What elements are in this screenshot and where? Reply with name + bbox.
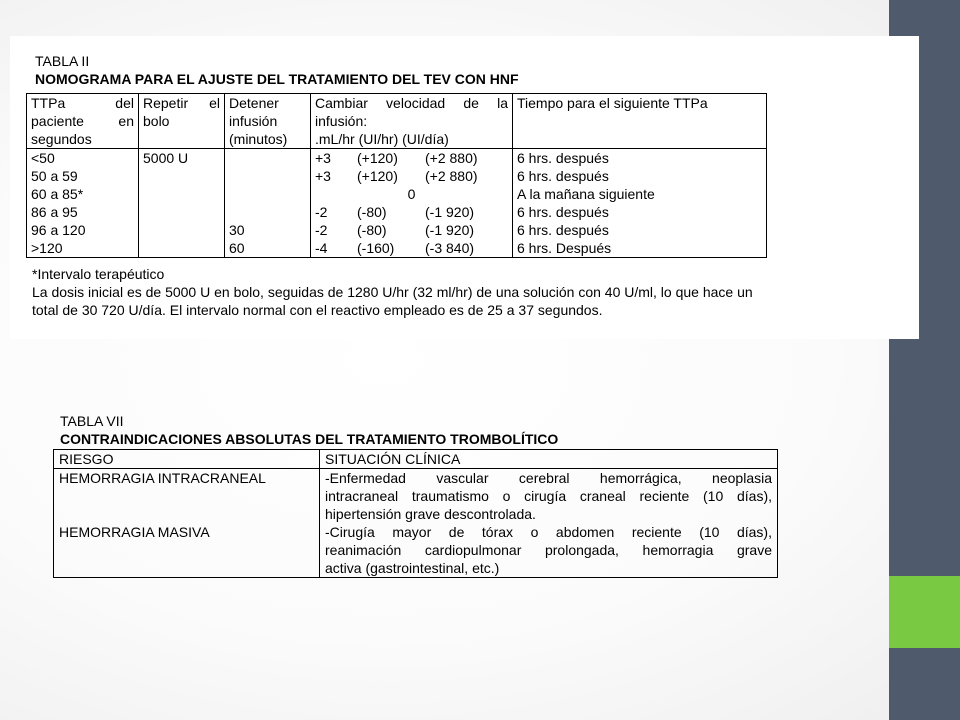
header-cambiar bbox=[311, 94, 513, 149]
uihr-value: (-160) bbox=[357, 240, 395, 256]
header-ttpa-line: segundos bbox=[31, 131, 92, 147]
ml-value: -4 bbox=[315, 240, 328, 256]
uidia-value: (-3 840) bbox=[425, 240, 475, 256]
col-tiempo-values bbox=[513, 149, 767, 258]
situacion-line: intracraneal traumatismo o cirugía craneal reciente (10 días), bbox=[325, 488, 772, 504]
table-header-row bbox=[54, 450, 778, 469]
header-ttpa bbox=[27, 94, 139, 149]
table-body-row bbox=[54, 469, 778, 578]
tiempo-value: 6 hrs. después bbox=[517, 168, 609, 184]
uidia-value: (-1 920) bbox=[425, 222, 475, 238]
col-ttpa-values bbox=[27, 149, 139, 258]
ttpa-value: 96 a 120 bbox=[31, 222, 86, 238]
header-detener-line: infusión bbox=[229, 113, 278, 129]
header-repetir-line: bolo bbox=[143, 113, 170, 129]
situacion-line: reanimación cardiopulmonar prolongada, hemorragia grave bbox=[325, 542, 772, 558]
header-repetir-line: Repetir el bbox=[143, 95, 220, 111]
table-ii-image bbox=[10, 36, 919, 339]
uidia-value: (+2 880) bbox=[425, 168, 478, 184]
spacer bbox=[59, 487, 314, 523]
uihr-value: (+120) bbox=[357, 150, 398, 166]
table-ii-title: NOMOGRAMA PARA EL AJUSTE DEL TRATAMIENTO DEL TEV CON HNF bbox=[35, 71, 519, 87]
col-cambiar-values bbox=[311, 149, 513, 258]
paragraph-line: total de 30 720 U/día. El intervalo normal con el reactivo empleado es de 25 a 37 segundos. bbox=[32, 302, 603, 318]
uihr-value: (+120) bbox=[357, 168, 398, 184]
header-riesgo: RIESGO bbox=[54, 450, 320, 469]
ttpa-value: >120 bbox=[31, 240, 63, 256]
cambiar-row bbox=[315, 185, 508, 203]
header-detener-line: Detener bbox=[229, 95, 279, 111]
table-ii-grid bbox=[26, 93, 767, 258]
spacer bbox=[229, 149, 306, 221]
uidia-value: (+2 880) bbox=[425, 150, 478, 166]
table-body-row bbox=[27, 149, 767, 258]
header-cambiar-line: Cambiar velocidad de la bbox=[315, 95, 508, 111]
cambiar-row bbox=[315, 203, 508, 221]
header-situacion: SITUACIÓN CLÍNICA bbox=[320, 450, 778, 469]
situacion-line: -Enfermedad vascular cerebral hemorrágica, neoplasia bbox=[325, 470, 772, 486]
repetir-value: 5000 U bbox=[143, 150, 189, 166]
situacion-line: -Cirugía mayor de tórax o abdomen reciente (10 días), bbox=[325, 524, 772, 540]
col-detener-values bbox=[225, 149, 311, 258]
header-detener-line: (minutos) bbox=[229, 131, 288, 147]
table-ii-footnote: *Intervalo terapéutico bbox=[32, 266, 165, 282]
col-repetir-values bbox=[139, 149, 225, 258]
cambiar-row bbox=[315, 221, 508, 239]
col-riesgo-values bbox=[54, 469, 320, 578]
ttpa-value: 60 a 85* bbox=[31, 186, 84, 202]
detener-value: 60 bbox=[229, 240, 245, 256]
uihr-value: (-80) bbox=[357, 204, 387, 220]
ml-value: +3 bbox=[315, 168, 331, 184]
ml-value: -2 bbox=[315, 204, 328, 220]
header-cambiar-line: .mL/hr (UI/hr) (UI/día) bbox=[315, 131, 449, 147]
slide-accent-block bbox=[889, 576, 960, 648]
table-ii-id: TABLA II bbox=[35, 53, 90, 69]
header-repetir bbox=[139, 94, 225, 149]
detener-value: 30 bbox=[229, 222, 245, 238]
header-ttpa-line: TTPa del bbox=[31, 95, 134, 111]
header-detener bbox=[225, 94, 311, 149]
tiempo-value: 6 hrs. Después bbox=[517, 240, 612, 256]
situacion-line: activa (gastrointestinal, etc.) bbox=[325, 560, 500, 576]
ml-value: -2 bbox=[315, 222, 328, 238]
tiempo-value: 6 hrs. después bbox=[517, 150, 609, 166]
riesgo-value: HEMORRAGIA INTRACRANEAL bbox=[59, 470, 266, 486]
uihr-value: (-80) bbox=[357, 222, 387, 238]
ttpa-value: 86 a 95 bbox=[31, 204, 78, 220]
table-header-row bbox=[27, 94, 767, 149]
cambiar-row bbox=[315, 149, 508, 167]
table-vii-grid bbox=[53, 449, 778, 578]
ttpa-value: 50 a 59 bbox=[31, 168, 78, 184]
tiempo-value: A la mañana siguiente bbox=[517, 186, 655, 202]
header-tiempo bbox=[513, 94, 767, 149]
ttpa-value: <50 bbox=[31, 150, 55, 166]
situacion-line: hipertensión grave descontrolada. bbox=[325, 506, 536, 522]
tiempo-value: 6 hrs. después bbox=[517, 204, 609, 220]
header-tiempo-line: Tiempo para el siguiente TTPa bbox=[517, 95, 708, 111]
uidia-value: (-1 920) bbox=[425, 204, 475, 220]
uihr-value: 0 bbox=[407, 186, 416, 202]
table-vii-title: CONTRAINDICACIONES ABSOLUTAS DEL TRATAMIENTO TROMBOLÍTICO bbox=[60, 431, 559, 447]
table-vii-id: TABLA VII bbox=[60, 413, 124, 429]
header-ttpa-line: paciente en bbox=[31, 113, 134, 129]
col-situacion-values bbox=[320, 469, 778, 578]
table-ii-paragraph bbox=[32, 283, 889, 319]
riesgo-value: HEMORRAGIA MASIVA bbox=[59, 524, 210, 540]
paragraph-line: La dosis inicial es de 5000 U en bolo, seguidas de 1280 U/hr (32 ml/hr) de una solución con 40 U/ml, lo que hace un bbox=[32, 284, 753, 300]
header-cambiar-line: infusión: bbox=[315, 113, 368, 129]
ml-value: +3 bbox=[315, 150, 331, 166]
tiempo-value: 6 hrs. después bbox=[517, 222, 609, 238]
cambiar-row bbox=[315, 167, 508, 185]
cambiar-row bbox=[315, 239, 508, 257]
